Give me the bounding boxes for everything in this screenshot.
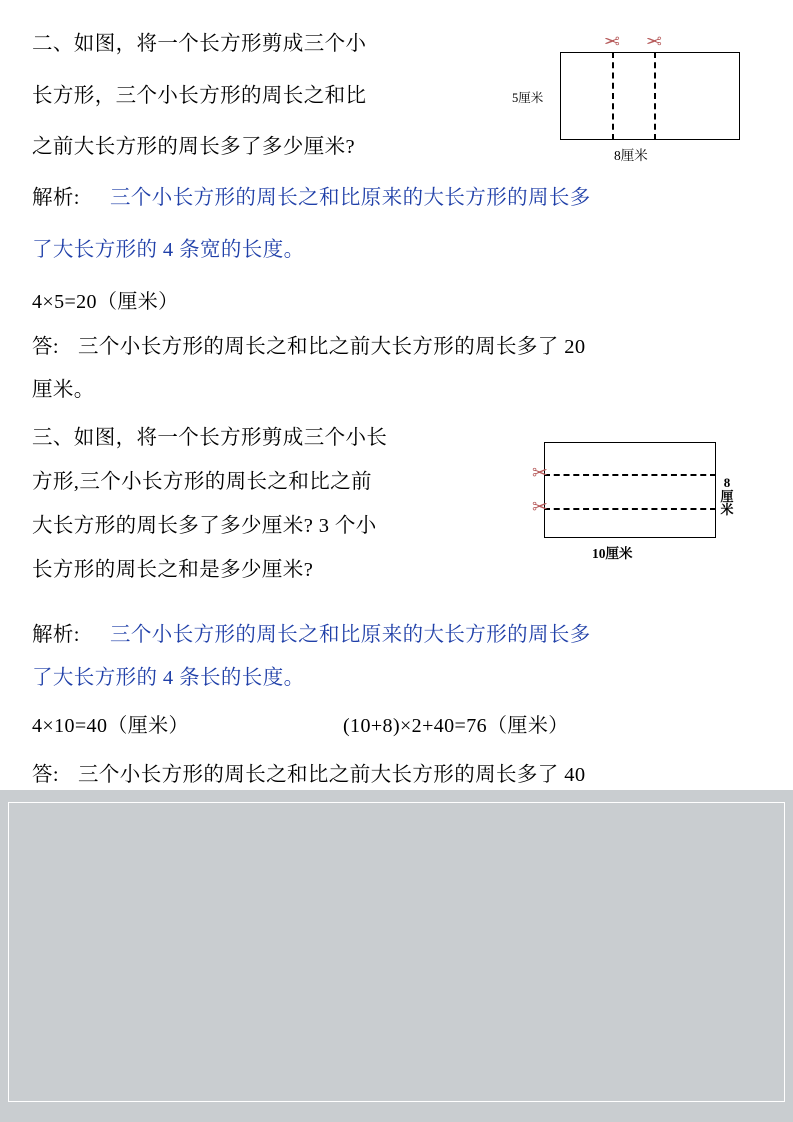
problem2-answer-line-1: 三个小长方形的周长之和比之前大长方形的周长多了 20 [78,336,586,358]
cut-line-1 [544,474,716,476]
problem3-line-2: 方形,三个小长方形的周长之和比之前 [32,471,372,493]
problem3-answer-line: 三个小长方形的周长之和比之前大长方形的周长多了 40 [78,764,586,786]
figure-label-left: 5厘米 [512,91,544,105]
problem2-solution-line-1: 三个小长方形的周长之和比原来的大长方形的周长多 [110,187,591,209]
cut-line-1 [612,52,614,140]
page-bottom-grey-area [0,790,793,1122]
problem3-solution-line-2: 了大长方形的 4 条长的长度。 [32,667,305,689]
scissors-icon: ✂ [646,29,662,50]
problem3-line-1: 三、如图，将一个长方形剪成三个小长 [32,427,388,449]
problem2-answer-line-2: 厘米。 [32,379,95,401]
figure-problem3 [520,428,770,568]
scissors-icon: ✂ [532,497,548,518]
problem3-answer-label: 答: [32,764,59,786]
problem3-line-3: 大长方形的周长多了多少厘米? 3 个小 [32,515,377,537]
figure-problem2 [508,30,758,170]
cut-line-2 [654,52,656,140]
grey-area-border [8,802,785,1102]
figure-label-bottom: 10厘米 [592,546,633,561]
scissors-icon: ✂ [532,463,548,484]
problem2-solution-line-2: 了大长方形的 4 条宽的长度。 [32,239,305,261]
rectangle-shape [560,52,740,140]
cut-line-2 [544,508,716,510]
problem2-answer-label: 答: [32,336,59,358]
problem2-line-3: 之前大长方形的周长多了多少厘米? [32,136,355,158]
problem3-solution-label: 解析: [32,624,80,646]
problem2-computation: 4×5=20（厘米） [32,291,179,313]
figure-label-bottom: 8厘米 [614,148,648,163]
figure-label-right: 8厘米 [720,475,734,518]
rectangle-shape [544,442,716,538]
problem2-solution-label: 解析: [32,187,80,209]
problem2-line-1: 二、如图，将一个长方形剪成三个小 [32,33,367,55]
problem2-line-2: 长方形，三个小长方形的周长之和比 [32,85,367,107]
problem3-solution-line-1: 三个小长方形的周长之和比原来的大长方形的周长多 [110,624,591,646]
problem3-line-4: 长方形的周长之和是多少厘米? [32,559,314,581]
problem3-computation-left: 4×10=40（厘米） [32,715,189,737]
scissors-icon: ✂ [604,29,620,50]
problem3-computation-right: (10+8)×2+40=76（厘米） [343,715,569,737]
